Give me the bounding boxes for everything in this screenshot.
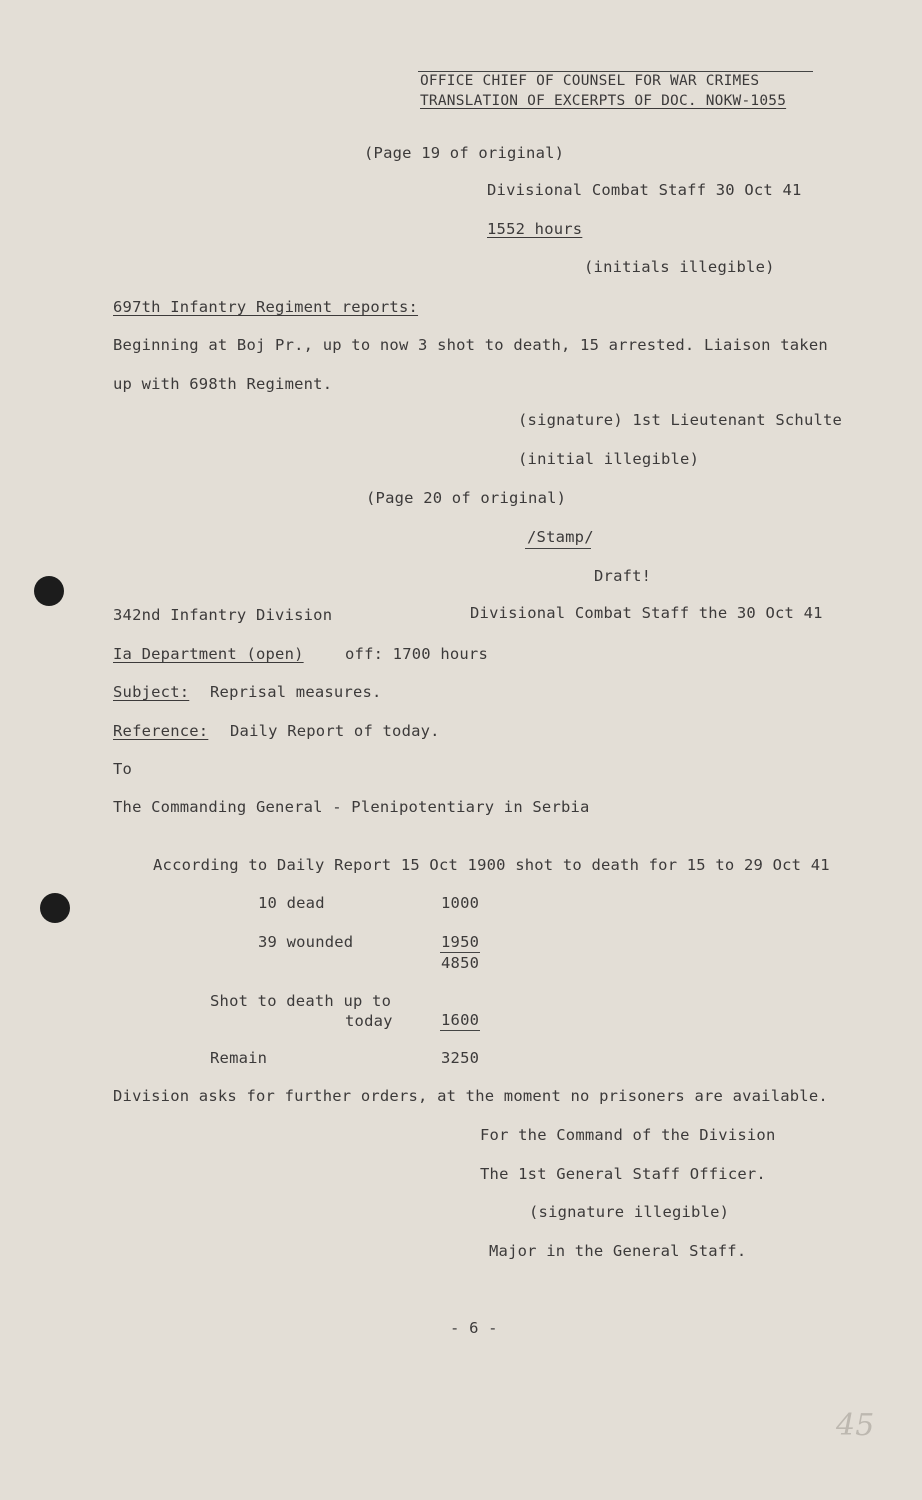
division-name: 342nd Infantry Division xyxy=(113,606,333,624)
signature-illegible: (signature illegible) xyxy=(529,1203,730,1221)
daily-report-statement: According to Daily Report 15 Oct 1900 shot to death for 15 to 29 Oct 41 xyxy=(153,856,830,874)
time-1552: 1552 hours xyxy=(487,220,583,238)
tally-shot-value: 1600 xyxy=(441,1011,480,1029)
pencil-mark: 45 xyxy=(836,1408,875,1443)
subject-label: Subject: xyxy=(113,683,190,701)
tally-difference-rule xyxy=(440,1030,480,1031)
subject-text: Reprisal measures. xyxy=(210,683,382,701)
for-command-line: For the Command of the Division xyxy=(480,1126,776,1144)
report-line-1: Beginning at Boj Pr., up to now 3 shot to death, 15 arrested. Liaison taken xyxy=(113,336,828,354)
reference-text: Daily Report of today. xyxy=(230,722,440,740)
stamp-note: /Stamp/ xyxy=(527,528,594,546)
rank-line: Major in the General Staff. xyxy=(489,1242,747,1260)
tally-total-value: 4850 xyxy=(441,954,480,972)
signature-schulte: (signature) 1st Lieutenant Schulte xyxy=(518,411,843,429)
orders-request: Division asks for further orders, at the moment no prisoners are available. xyxy=(113,1087,828,1105)
page-number: - 6 - xyxy=(450,1319,498,1337)
staff-officer-line: The 1st General Staff Officer. xyxy=(480,1165,766,1183)
tally-shot-label-2: today xyxy=(345,1012,393,1030)
tally-remain-value: 3250 xyxy=(441,1049,480,1067)
page-20-reference: (Page 20 of original) xyxy=(366,489,567,507)
tally-dead-value: 1000 xyxy=(441,894,480,912)
punch-hole-top xyxy=(34,576,64,606)
tally-shot-label-1: Shot to death up to xyxy=(210,992,392,1010)
reference-label: Reference: xyxy=(113,722,209,740)
addressee: The Commanding General - Plenipotentiary in Serbia xyxy=(113,798,590,816)
department-time: off: 1700 hours xyxy=(345,645,488,663)
tally-remain-label: Remain xyxy=(210,1049,268,1067)
department-label: Ia Department (open) xyxy=(113,645,304,663)
tally-wounded-value: 1950 xyxy=(441,933,480,951)
combat-staff-date-1: Divisional Combat Staff 30 Oct 41 xyxy=(487,181,802,199)
regiment-heading: 697th Infantry Regiment reports: xyxy=(113,298,419,316)
punch-hole-bottom xyxy=(40,893,70,923)
to-label: To xyxy=(113,760,133,778)
combat-staff-date-2: Divisional Combat Staff the 30 Oct 41 xyxy=(470,604,823,622)
tally-dead-label: 10 dead xyxy=(258,894,325,912)
draft-label: Draft! xyxy=(594,567,652,585)
stamp-underline xyxy=(525,526,591,549)
initials-illegible: (initials illegible) xyxy=(584,258,775,276)
header-line-1: OFFICE CHIEF OF COUNSEL FOR WAR CRIMES xyxy=(420,73,760,89)
tally-wounded-label: 39 wounded xyxy=(258,933,354,951)
header-line-2: TRANSLATION OF EXCERPTS OF DOC. NOKW-1055 xyxy=(420,93,787,109)
initial-illegible: (initial illegible) xyxy=(518,450,700,468)
page-19-reference: (Page 19 of original) xyxy=(364,144,565,162)
report-line-2: up with 698th Regiment. xyxy=(113,375,333,393)
